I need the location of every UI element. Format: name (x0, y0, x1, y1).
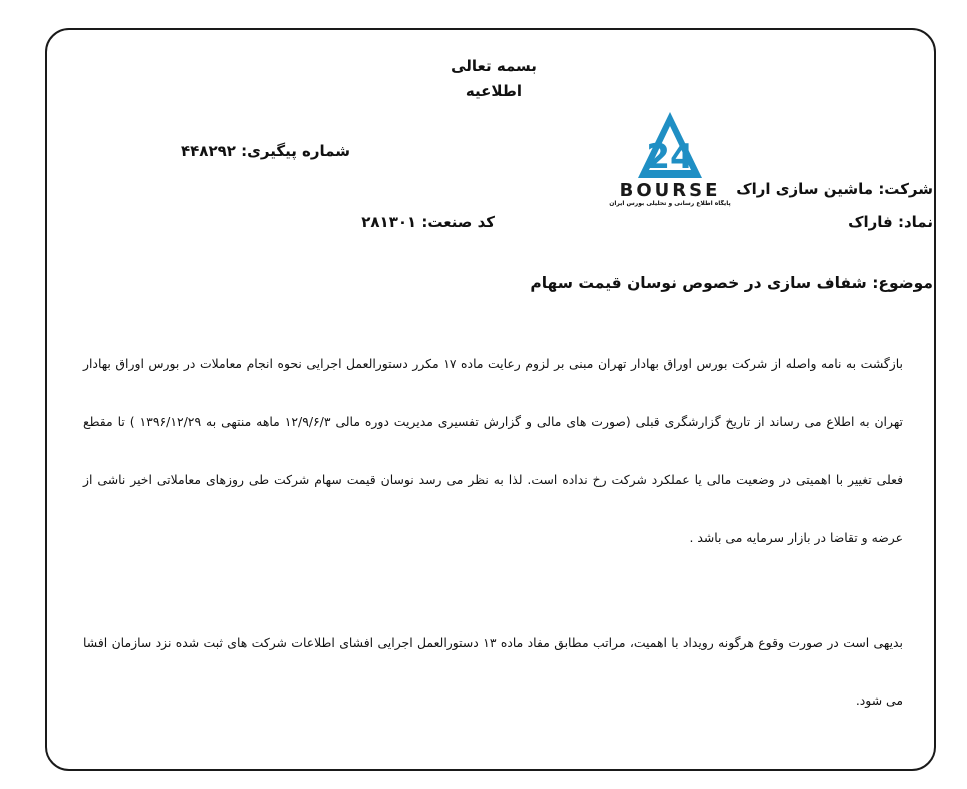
tracking-label: شماره پیگیری: (241, 142, 350, 160)
industry-code (345, 213, 495, 231)
subject (530, 274, 933, 292)
symbol-value: فاراک (848, 213, 893, 231)
subject-value: شفاف سازی در خصوص نوسان قیمت سهام (530, 274, 867, 292)
tracking-value: ۴۴۸۲۹۲ (180, 142, 236, 160)
page-title: اطلاعیه (465, 82, 523, 100)
industry-label: کد صنعت: (421, 213, 495, 231)
body-paragraph-2: بدیهی است در صورت وقوع هرگونه رویداد با اهمیت، مراتب مطابق مفاد ماده ۱۳ دستورالعمل اجرایی افشای اطلاعات شرکت های ثبت شده نزد سازمان افشا می شود. (83, 635, 903, 708)
basmala: بسمه تعالی (451, 57, 537, 75)
logo-number: 24 (646, 137, 694, 177)
company-value: ماشین سازی اراک (736, 180, 874, 198)
tracking-number (170, 142, 350, 160)
bourse24-logo-graphic (600, 100, 740, 215)
industry-value: ۲۸۱۳۰۱ (361, 213, 417, 231)
symbol (800, 213, 933, 231)
logo-tagline: پایگاه اطلاع رسانی و تحلیلی بورس ایران (609, 200, 731, 207)
subject-label: موضوع: (872, 274, 933, 292)
bourse24-logo (600, 100, 740, 215)
company-name (736, 180, 933, 198)
logo-brand: BOURSE (619, 180, 721, 201)
symbol-label: نماد: (897, 213, 933, 231)
company-label: شرکت: (878, 180, 933, 198)
body-paragraph-1: بازگشت به نامه واصله از شرکت بورس اوراق بهادار تهران مبنی بر لزوم رعایت ماده ۱۷ مکرر دستورالعمل اجرایی نحوه انجام معاملات در بورس اوراق بهادار تهران به اطلاع می رساند از تاریخ گزارشگری قبلی (صورت های مالی و گزارش تفسیری مدیریت دوره مالی ۱۲/۹/۶/۳ ماهه منتهی به ۱۳۹۶/۱۲/۲۹ ) تا مقطع فعلی تغییر با اهمیتی در وضعیت مالی یا عملکرد شرکت رخ نداده است. لذا به نظر می رسد نوسان قیمت سهام شرکت طی روزهای معاملاتی اخیر ناشی از عرضه و تقاضا در بازار سرمایه می باشد . (83, 356, 903, 545)
